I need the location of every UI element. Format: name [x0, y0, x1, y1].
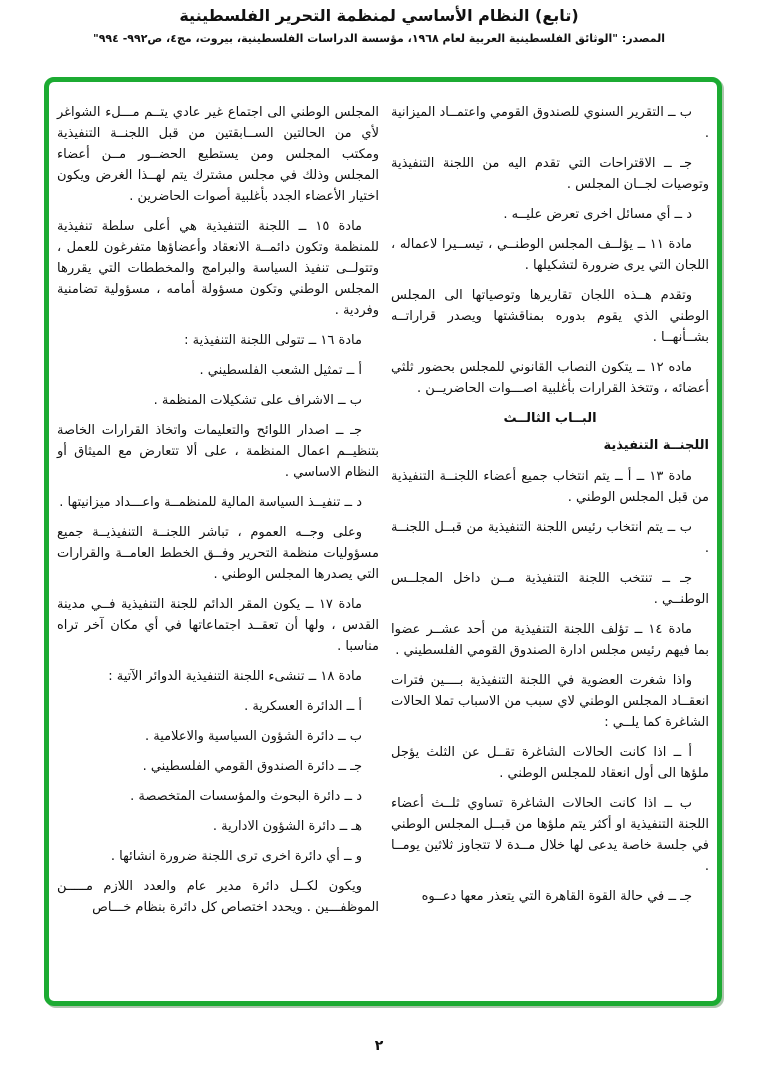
paragraph: مادة ١٦ ــ تتولى اللجنة التنفيذية :	[184, 333, 362, 348]
column-right	[391, 102, 709, 1001]
paragraph: جـ ــ تنتخب اللجنة التنفيذية مــن داخل المجلــس الوطنــي .	[391, 571, 709, 607]
paragraph: د ــ دائرة البحوث والمؤسسات المتخصصة .	[130, 789, 362, 804]
paragraph: جـ ــ اصدار اللوائح والتعليمات واتخاذ القرارات الخاصة بتنظيــم اعمال المنظمة ، على ألا تتعارض مع الميثاق أو النظام الاساسي .	[57, 423, 379, 480]
paragraph: أ ــ تمثيل الشعب الفلسطيني .	[199, 363, 362, 378]
document-title: (تابع) النظام الأساسي لمنظمة التحرير الفلسطينية	[179, 6, 579, 25]
paragraph: جـ ــ الاقتراحات التي تقدم اليه من اللجنة التنفيذية وتوصيات لجــان المجلس .	[391, 156, 709, 192]
page-header	[0, 6, 758, 45]
section-heading: اللجنــة التنفيذية	[603, 438, 709, 453]
paragraph: المجلس الوطني الى اجتماع غير عادي يتــم مـــلء الشواغر لأي من الحالتين الســابقتين من قبل اللجنــة التنفيذية ومكتب المجلس ومن يستطيع الحضــور مــن أعضاء المجلس وذلك في مجلس مشترك يتم لهــذا الغرض ويكون اختيار الأعضاء الجدد بأغلبية أصوات الحاضرين .	[57, 105, 379, 204]
paragraph: ب ــ الاشراف على تشكيلات المنظمة .	[153, 393, 362, 408]
document-source-line: المصدر: "الوثائق الفلسطينية العربية لعام ١٩٦٨، مؤسسة الدراسات الفلسطينية، بيروت، مج٤، ص٩٩٢- ٩٩٤"	[92, 32, 666, 45]
paragraph: د ــ تنفيــذ السياسة المالية للمنظمــة واعـــداد ميزانيتها .	[59, 495, 362, 510]
paragraph: مادة ١٥ ــ اللجنة التنفيذية هي أعلى سلطة تنفيذية للمنظمة وتكون دائمــة الانعقاد وأعضاؤها متفرغون للعمل ، وتتولــى تنفيذ السياسة والبرامج والمخططات التي يقررها المجلس الوطني وتكون مسؤولة أمامه ، مسؤولية تضامنية وفردية .	[57, 219, 379, 318]
paragraph: وعلى وجــه العموم ، تباشر اللجنــة التنفيذيــة جميع مسؤوليات منظمة التحرير وفــق الخطط العامــة والقرارات التي يصدرها المجلس الوطني .	[57, 525, 379, 582]
paragraph: و ــ أي دائرة اخرى ترى اللجنة ضرورة انشائها .	[110, 849, 362, 864]
paragraph: د ــ أي مسائل اخرى تعرض عليــه .	[503, 207, 692, 222]
two-column-text	[57, 102, 709, 1001]
paragraph: مادة ١٨ ــ تنشىء اللجنة التنفيذية الدوائر الآتية :	[108, 669, 362, 684]
paragraph: واذا شغرت العضوية في اللجنة التنفيذية بــــين فترات انعقــاد المجلس الوطني لاي سبب من الاسباب تملا الحالات الشاغرة كما يلــي :	[391, 673, 709, 730]
column-left	[57, 102, 379, 1001]
paragraph: مادة ١١ ــ يؤلــف المجلس الوطنــي ، تيســيرا لاعماله ، اللجان التي يرى ضرورة لتشكيلها .	[391, 237, 709, 273]
page-frame	[44, 77, 722, 1006]
paragraph: هـ ــ دائرة الشؤون الادارية .	[212, 819, 362, 834]
paragraph: ب ــ اذا كانت الحالات الشاغرة تساوي ثلــث أعضاء اللجنة التنفيذية او أكثر يتم ملؤها من قبــل المجلس الوطني في جلسة خاصة يدعى لها خلال مــدة لا تتجاوز ثلاثين يومــا .	[391, 796, 709, 874]
paragraph: ب ــ يتم انتخاب رئيس اللجنة التنفيذية من قبــل اللجنــة .	[391, 520, 709, 556]
paragraph: أ ــ اذا كانت الحالات الشاغرة تقــل عن الثلث يؤجل ملؤها الى أول انعقاد للمجلس الوطني .	[391, 745, 709, 781]
paragraph: مادة ١٣ ــ أ ــ يتم انتخاب جميع أعضاء اللجنــة التنفيذية من قبل المجلس الوطني .	[391, 469, 709, 505]
paragraph: جـ ــ دائرة الصندوق القومي الفلسطيني .	[142, 759, 362, 774]
paragraph: ب ــ التقرير السنوي للصندوق القومي واعتمــاد الميزانية .	[391, 105, 709, 141]
page-number: ٢	[374, 1038, 384, 1054]
paragraph: ب ــ دائرة الشؤون السياسية والاعلامية .	[144, 729, 362, 744]
paragraph: مادة ١٧ ــ يكون المقر الدائم للجنة التنفيذية فــي مدينة القدس ، ولها أن تعقــد اجتماعاتها في أي مكان آخر تراه مناسبا .	[57, 597, 379, 654]
paragraph: ويكون لكــل دائرة مدير عام والعدد اللازم مـــــن الموظفـــين . ويحدد اختصاص كل دائرة بنظام خـــاص	[57, 879, 379, 915]
section-heading: البــاب الثالــث	[503, 411, 597, 426]
paragraph: أ ــ الدائرة العسكرية .	[244, 699, 362, 714]
paragraph: جـ ــ في حالة القوة القاهرة التي يتعذر معها دعــوه	[421, 889, 692, 904]
paragraph: مادة ١٤ ــ تؤلف اللجنة التنفيذية من أحد عشــر عضوا بما فيهم رئيس مجلس ادارة الصندوق القومي الفلسطيني .	[391, 622, 709, 658]
paragraph: وتقدم هــذه اللجان تقاريرها وتوصياتها الى المجلس الوطني الذي يقوم بدوره بمناقشتها ويصدر قراراتــه بشــأنهــا .	[391, 288, 709, 345]
paragraph: ماده ١٢ ــ يتكون النصاب القانوني للمجلس بحضور ثلثي أعضائه ، وتتخذ القرارات بأغلبية اصـــوات الحاضريــن .	[391, 360, 709, 396]
